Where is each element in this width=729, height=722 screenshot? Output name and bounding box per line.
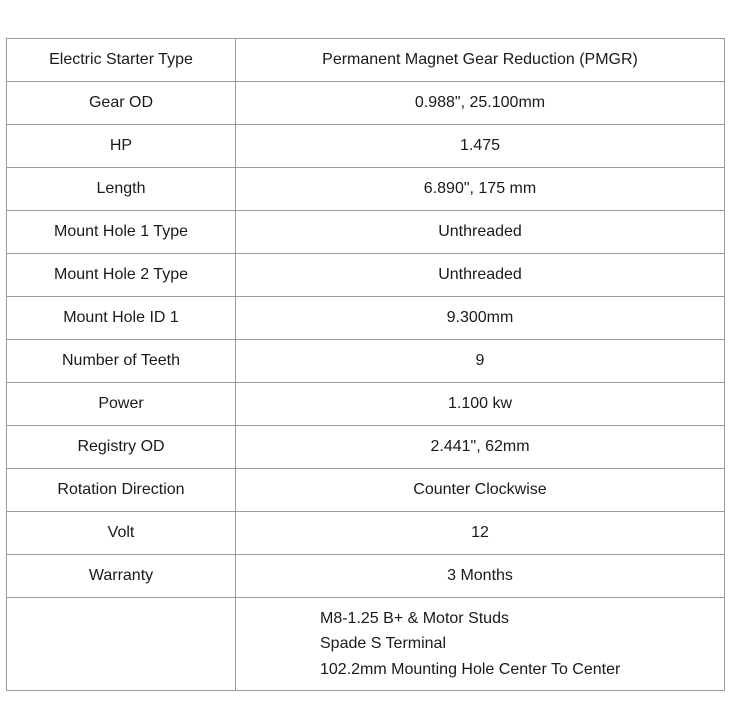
spec-label: Gear OD — [7, 82, 236, 125]
table-row — [7, 469, 725, 512]
table-row — [7, 82, 725, 125]
spec-label: Mount Hole 2 Type — [7, 254, 236, 297]
spec-label: HP — [7, 125, 236, 168]
table-row — [7, 297, 725, 340]
table-row — [7, 168, 725, 211]
spec-value: Counter Clockwise — [236, 469, 725, 512]
spec-value: 2.441", 62mm — [236, 426, 725, 469]
spec-label: Rotation Direction — [7, 469, 236, 512]
spec-value: 9 — [236, 340, 725, 383]
notes-label-empty — [7, 598, 236, 691]
table-row — [7, 555, 725, 598]
spec-value: Unthreaded — [236, 254, 725, 297]
spec-value: 0.988", 25.100mm — [236, 82, 725, 125]
table-row — [7, 340, 725, 383]
spec-label: Power — [7, 383, 236, 426]
table-row — [7, 39, 725, 82]
spec-label: Warranty — [7, 555, 236, 598]
spec-label: Volt — [7, 512, 236, 555]
spec-value: 1.475 — [236, 125, 725, 168]
spec-value: 6.890", 175 mm — [236, 168, 725, 211]
table-row — [7, 512, 725, 555]
spec-value: Unthreaded — [236, 211, 725, 254]
spec-value: 12 — [236, 512, 725, 555]
spec-label: Length — [7, 168, 236, 211]
spec-label: Mount Hole 1 Type — [7, 211, 236, 254]
spec-label: Number of Teeth — [7, 340, 236, 383]
table-row — [7, 211, 725, 254]
spec-label: Registry OD — [7, 426, 236, 469]
spec-value: 9.300mm — [236, 297, 725, 340]
table-row — [7, 383, 725, 426]
spec-label: Electric Starter Type — [7, 39, 236, 82]
spec-value: 1.100 kw — [236, 383, 725, 426]
spec-value: 3 Months — [236, 555, 725, 598]
table-row — [7, 254, 725, 297]
note-line: 102.2mm Mounting Hole Center To Center — [320, 660, 621, 678]
notes-row — [7, 598, 725, 691]
note-line: M8-1.25 B+ & Motor Studs — [320, 609, 509, 627]
notes-cell — [236, 598, 725, 691]
spec-value: Permanent Magnet Gear Reduction (PMGR) — [236, 39, 725, 82]
table-row — [7, 426, 725, 469]
spec-label: Mount Hole ID 1 — [7, 297, 236, 340]
spec-table — [6, 38, 725, 691]
table-row — [7, 125, 725, 168]
note-line: Spade S Terminal — [320, 635, 446, 653]
